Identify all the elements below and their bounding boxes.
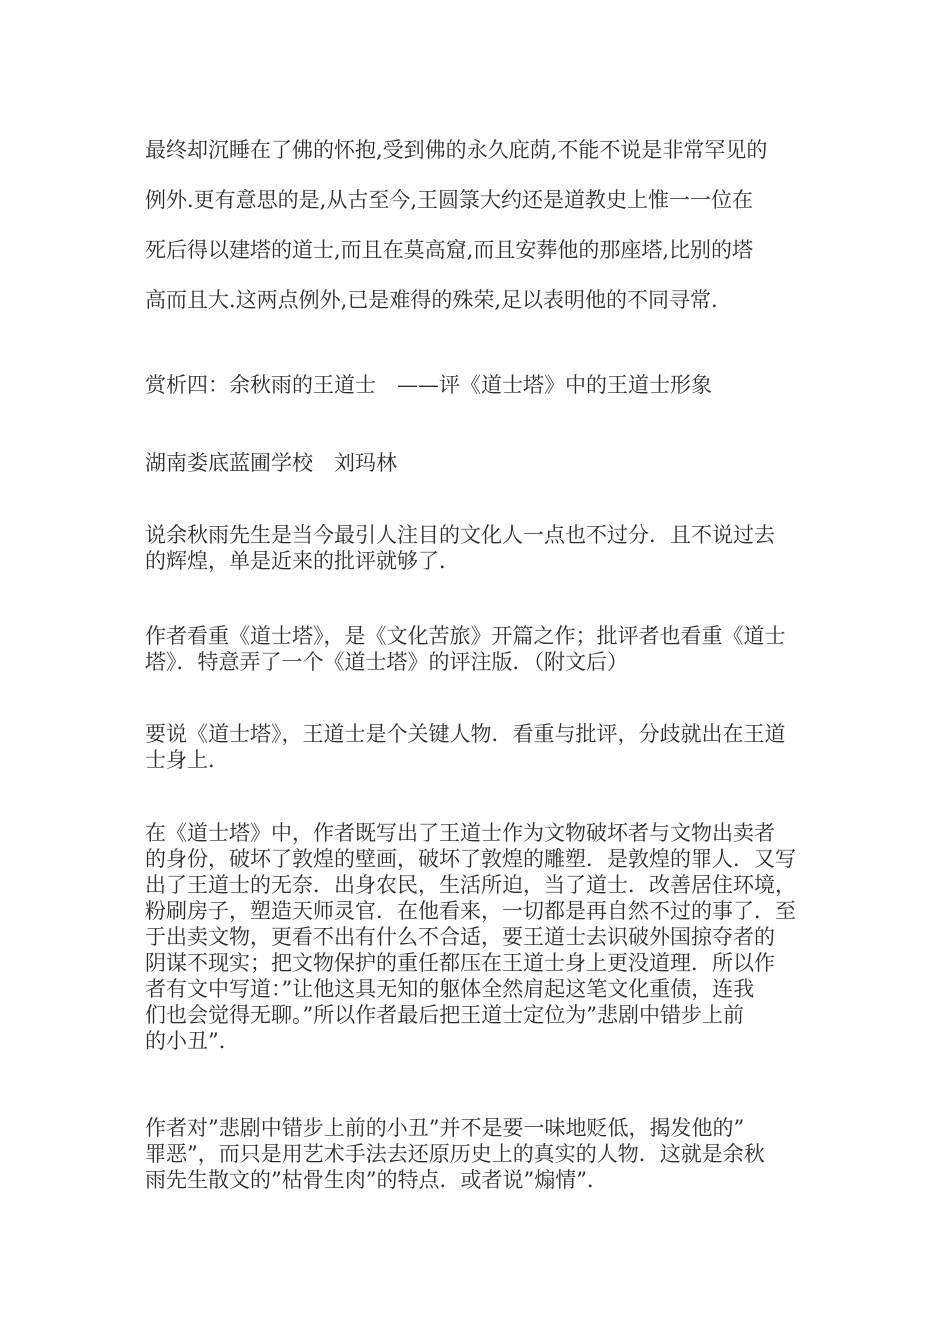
paragraph-line: 出了王道士的无奈．出身农民，生活所迫，当了道士．改善居住环境，	[145, 873, 796, 897]
intro-line: 高而且大.这两点例外,已是难得的殊荣,足以表明他的不同寻常.	[145, 288, 718, 312]
paragraph-line: 塔》．特意弄了一个《道士塔》的评注版．（附文后）	[145, 650, 628, 674]
paragraph-2	[145, 623, 813, 675]
paragraph-line: 雨先生散文的”枯骨生肉”的特点．或者说”煽情”．	[145, 1168, 608, 1192]
intro-line: 死后得以建塔的道士,而且在莫高窟,而且安葬他的那座塔,比别的塔	[145, 238, 754, 262]
paragraph-3	[145, 721, 813, 773]
intro-line: 例外.更有意思的是,从古至今,王圆箓大约还是道教史上惟一一位在	[145, 188, 754, 212]
paragraph-line: 要说《道士塔》，王道士是个关键人物．看重与批评，分歧就出在王道	[145, 722, 786, 746]
paragraph-line: 罪恶”，而只是用艺术手法去还原历史上的真实的人物．这就是余秋	[145, 1142, 765, 1166]
paragraph-line: 们也会觉得无聊。”所以作者最后把王道士定位为”悲剧中错步上前	[145, 1003, 744, 1027]
paragraph-line: 的辉煌，单是近来的批评就够了．	[145, 549, 460, 573]
paragraph-1	[145, 522, 813, 574]
paragraph-line: 于出卖文物，更看不出有什么不合适，要王道士去识破外国掠夺者的	[145, 925, 775, 949]
paragraph-line: 粉刷房子，塑造天师灵官．在他看来，一切都是再自然不过的事了．至	[145, 899, 796, 923]
paragraph-line: 的小丑”．	[145, 1029, 240, 1053]
intro-line: 最终却沉睡在了佛的怀抱,受到佛的永久庇荫,不能不说是非常罕见的	[145, 138, 768, 162]
paragraph-line: 作者看重《道士塔》，是《文化苦旅》开篇之作；批评者也看重《道士	[145, 624, 786, 648]
paragraph-line: 士身上．	[145, 748, 229, 772]
paragraph-5	[145, 1115, 813, 1193]
intro-paragraph	[145, 125, 813, 325]
section-title: 赏析四：余秋雨的王道士 ——评《道士塔》中的王道士形象	[145, 373, 712, 397]
paragraph-line: 者有文中写道：”让他这具无知的躯体全然肩起这笔文化重债，连我	[145, 977, 755, 1001]
paragraph-line: 的身份，破坏了敦煌的壁画，破坏了敦煌的雕塑．是敦煌的罪人．又写	[145, 847, 796, 871]
author-line: 湖南娄底蓝圃学校 刘玛林	[145, 451, 397, 475]
paragraph-line: 说余秋雨先生是当今最引人注目的文化人一点也不过分．且不说过去	[145, 523, 775, 547]
paragraph-line: 作者对”悲剧中错步上前的小丑”并不是要一味地贬低，揭发他的”	[145, 1116, 745, 1140]
paragraph-4	[145, 820, 813, 1054]
paragraph-line: 在《道士塔》中，作者既写出了王道士作为文物破坏者与文物出卖者	[145, 821, 775, 845]
paragraph-line: 阴谋不现实；把文物保护的重任都压在王道士身上更没道理．所以作	[145, 951, 775, 975]
